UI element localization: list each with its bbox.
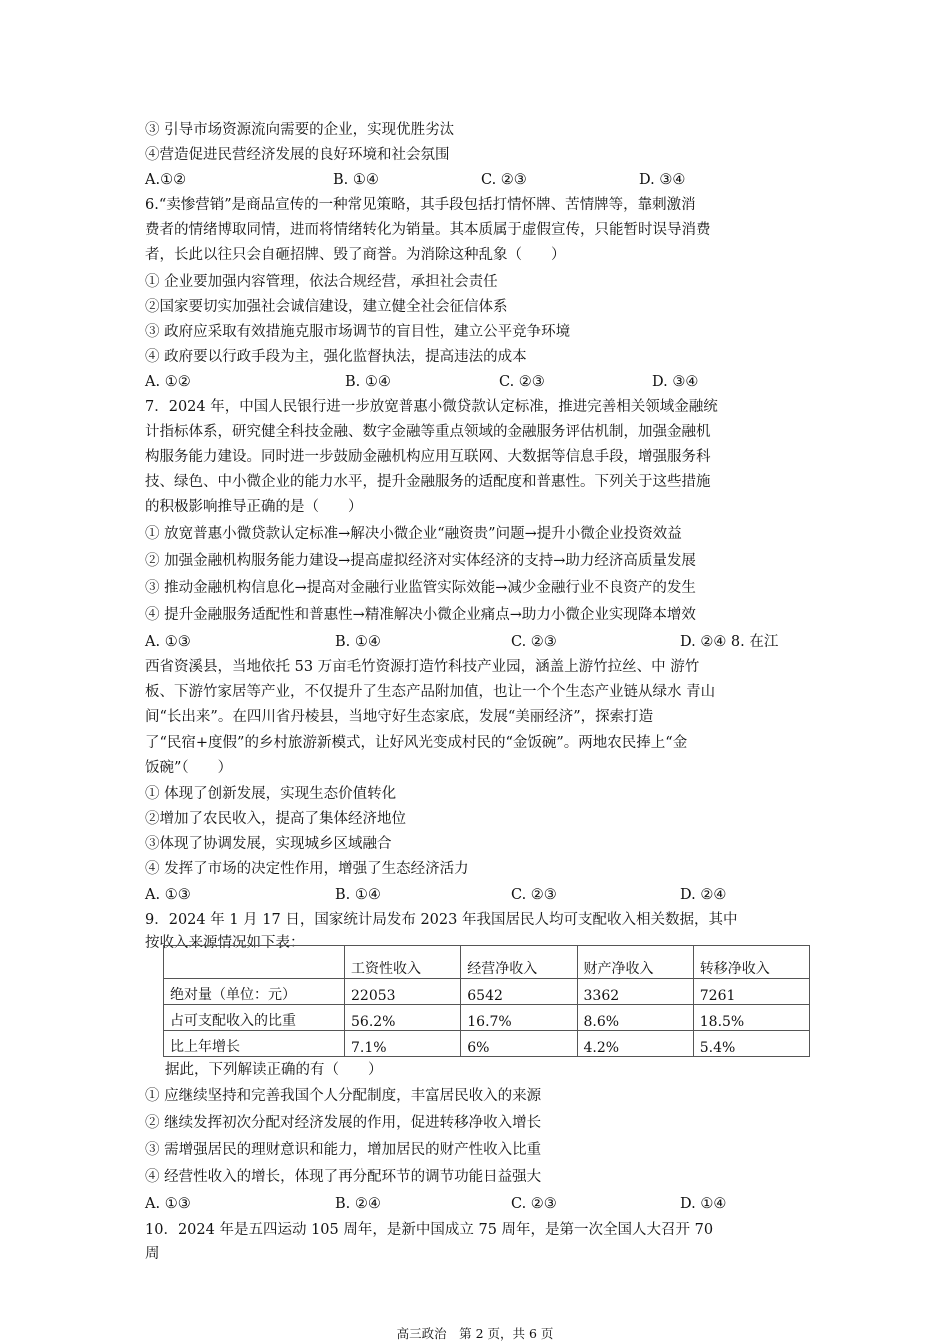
q5-option-a: A.①② <box>145 172 187 188</box>
table-cell: 7.1% <box>345 1031 461 1057</box>
q7-option-b: B. ①④ <box>335 634 381 650</box>
q8-statement: ④ 发挥了市场的决定性作用，增强了生态经济活力 <box>145 861 469 877</box>
table-header-cell: 转移净收入 <box>693 946 809 979</box>
q6-stem-line: 者，长此以往只会自砸招牌、毁了商誉。为消除这种乱象（ ） <box>145 247 566 263</box>
q8-option-d: D. ②④ <box>680 887 727 903</box>
table-cell: 16.7% <box>461 1005 577 1031</box>
q9-option-c: C. ②③ <box>511 1196 557 1212</box>
q8-statement: ① 体现了创新发展，实现生态价值转化 <box>145 786 397 802</box>
q7-stem-line: 7．2024 年，中国人民银行进一步放宽普惠小微贷款认定标准，推进完善相关领域金融统 <box>145 399 718 415</box>
q8-options <box>145 885 815 905</box>
table-cell: 比上年增长 <box>164 1031 345 1057</box>
table-cell: 22053 <box>345 979 461 1005</box>
q9-stem-line: 9．2024 年 1 月 17 日，国家统计局发布 2023 年我国居民人均可支配收入相关数据，其中 <box>145 912 738 928</box>
table-cell: 3362 <box>577 979 693 1005</box>
q8-stem-line: 西省资溪县，当地依托 53 万亩毛竹资源打造竹科技产业园，涵盖上游竹拉丝、中 游竹 <box>145 659 700 675</box>
q7-option-a: A. ①③ <box>145 634 191 650</box>
q9-statement: ③ 需增强居民的理财意识和能力，增加居民的财产性收入比重 <box>145 1142 542 1158</box>
q5-option-b: B. ①④ <box>333 172 379 188</box>
q9-statement: ④ 经营性收入的增长，体现了再分配环节的调节功能日益强大 <box>145 1169 542 1185</box>
q8-statement: ②增加了农民收入，提高了集体经济地位 <box>145 811 406 827</box>
q7-stem-line: 构服务能力建设。同时进一步鼓励金融机构应用互联网、大数据等信息手段，增强服务科 <box>145 449 711 465</box>
q5-statement-4: ④营造促进民营经济发展的良好环境和社会氛围 <box>145 147 450 163</box>
q6-option-a: A. ①② <box>145 374 191 390</box>
table-cell: 6542 <box>461 979 577 1005</box>
q5-statement-3: ③ 引导市场资源流向需要的企业，实现优胜劣汰 <box>145 122 455 138</box>
q6-statement: ① 企业要加强内容管理，依法合规经营，承担社会责任 <box>145 274 498 290</box>
q8-stem-line: 饭碗”（ ） <box>145 760 233 776</box>
q8-option-a: A. ①③ <box>145 887 191 903</box>
q6-option-b: B. ①④ <box>345 374 391 390</box>
table-cell: 56.2% <box>345 1005 461 1031</box>
q6-option-d: D. ③④ <box>652 374 699 390</box>
q7-statement: ④ 提升金融服务适配性和普惠性→精准解决小微企业痛点→助力小微企业实现降本增效 <box>145 607 696 623</box>
q6-stem-line: 6.“卖惨营销”是商品宣传的一种常见策略，其手段包括打情怀牌、苦情牌等，靠刺激消 <box>145 197 696 213</box>
q8-option-c: C. ②③ <box>511 887 557 903</box>
q6-stem-line: 费者的情绪博取同情，进而将情绪转化为销量。其本质属于虚假宣传，只能暂时误导消费 <box>145 222 711 238</box>
q7-stem-line: 技、绿色、中小微企业的能力水平，提升金融服务的适配度和普惠性。下列关于这些措施 <box>145 474 711 490</box>
q9-stem-line: 按收入来源情况如下表： <box>145 935 305 951</box>
q6-option-c: C. ②③ <box>499 374 545 390</box>
table-cell: 4.2% <box>577 1031 693 1057</box>
q9-option-a: A. ①③ <box>145 1196 191 1212</box>
table-header-cell: 工资性收入 <box>345 946 461 979</box>
table-cell: 7261 <box>693 979 809 1005</box>
q8-stem-line: 了“民宿+度假”的乡村旅游新模式，让好风光变成村民的“金饭碗”。两地农民捧上“金 <box>145 735 688 751</box>
q7-statement: ② 加强金融机构服务能力建设→提高虚拟经济对实体经济的支持→助力经济高质量发展 <box>145 553 696 569</box>
q7-options <box>145 632 815 652</box>
q8-statement: ③体现了协调发展，实现城乡区域融合 <box>145 836 392 852</box>
q6-statement: ②国家要切实加强社会诚信建设，建立健全社会征信体系 <box>145 299 508 315</box>
q8-stem-line: 板、下游竹家居等产业，不仅提升了生态产品附加值，也让一个个生态产业链从绿水 青山 <box>145 684 716 700</box>
q5-options <box>145 170 815 190</box>
q9-statement: ① 应继续坚持和完善我国个人分配制度，丰富居民收入的来源 <box>145 1088 542 1104</box>
table-header-row <box>164 946 810 979</box>
q9-option-d: D. ①④ <box>680 1196 727 1212</box>
income-table <box>163 945 810 1057</box>
q7-stem-line: 的积极影响推导正确的是（ ） <box>145 499 363 515</box>
q7-option-d: D. ②④ 8. 在江 <box>680 634 779 650</box>
q7-statement: ③ 推动金融机构信息化→提高对金融行业监管实际效能→减少金融行业不良资产的发生 <box>145 580 696 596</box>
table-cell: 6% <box>461 1031 577 1057</box>
q6-statement: ③ 政府应采取有效措施克服市场调节的盲目性，建立公平竞争环境 <box>145 324 571 340</box>
q8-option-b: B. ①④ <box>335 887 381 903</box>
table-header-cell <box>164 946 345 979</box>
q5-option-c: C. ②③ <box>481 172 527 188</box>
table-row <box>164 1031 810 1057</box>
table-header-cell: 财产净收入 <box>577 946 693 979</box>
table-cell: 绝对量（单位：元） <box>164 979 345 1005</box>
q7-option-c: C. ②③ <box>511 634 557 650</box>
q9-option-b: B. ②④ <box>335 1196 381 1212</box>
table-cell: 占可支配收入的比重 <box>164 1005 345 1031</box>
table-cell: 5.4% <box>693 1031 809 1057</box>
q10-stem-line: 周 <box>145 1246 160 1262</box>
q10-stem-line: 10．2024 年是五四运动 105 周年，是新中国成立 75 周年，是第一次全国人大召开 70 <box>145 1222 714 1238</box>
q9-statement: ② 继续发挥初次分配对经济发展的作用，促进转移净收入增长 <box>145 1115 542 1131</box>
q9-lead: 据此，下列解读正确的有（ ） <box>165 1062 383 1078</box>
q7-statement: ① 放宽普惠小微贷款认定标准→解决小微企业“融资贵”问题→提升小微企业投资效益 <box>145 526 682 542</box>
q6-statement: ④ 政府要以行政手段为主，强化监督执法，提高违法的成本 <box>145 349 527 365</box>
table-row <box>164 979 810 1005</box>
q7-stem-line: 计指标体系，研究健全科技金融、数字金融等重点领域的金融服务评估机制，加强金融机 <box>145 424 711 440</box>
page-footer: 高三政治 第 2 页，共 6 页 <box>396 1326 554 1341</box>
q5-option-d: D. ③④ <box>639 172 686 188</box>
q6-options <box>145 372 815 392</box>
q9-options <box>145 1194 815 1214</box>
table-row <box>164 1005 810 1031</box>
table-header-cell: 经营净收入 <box>461 946 577 979</box>
table-cell: 18.5% <box>693 1005 809 1031</box>
table-cell: 8.6% <box>577 1005 693 1031</box>
q8-stem-line: 间“长出来”。在四川省丹棱县，当地守好生态家底，发展“美丽经济”，探索打造 <box>145 709 654 725</box>
